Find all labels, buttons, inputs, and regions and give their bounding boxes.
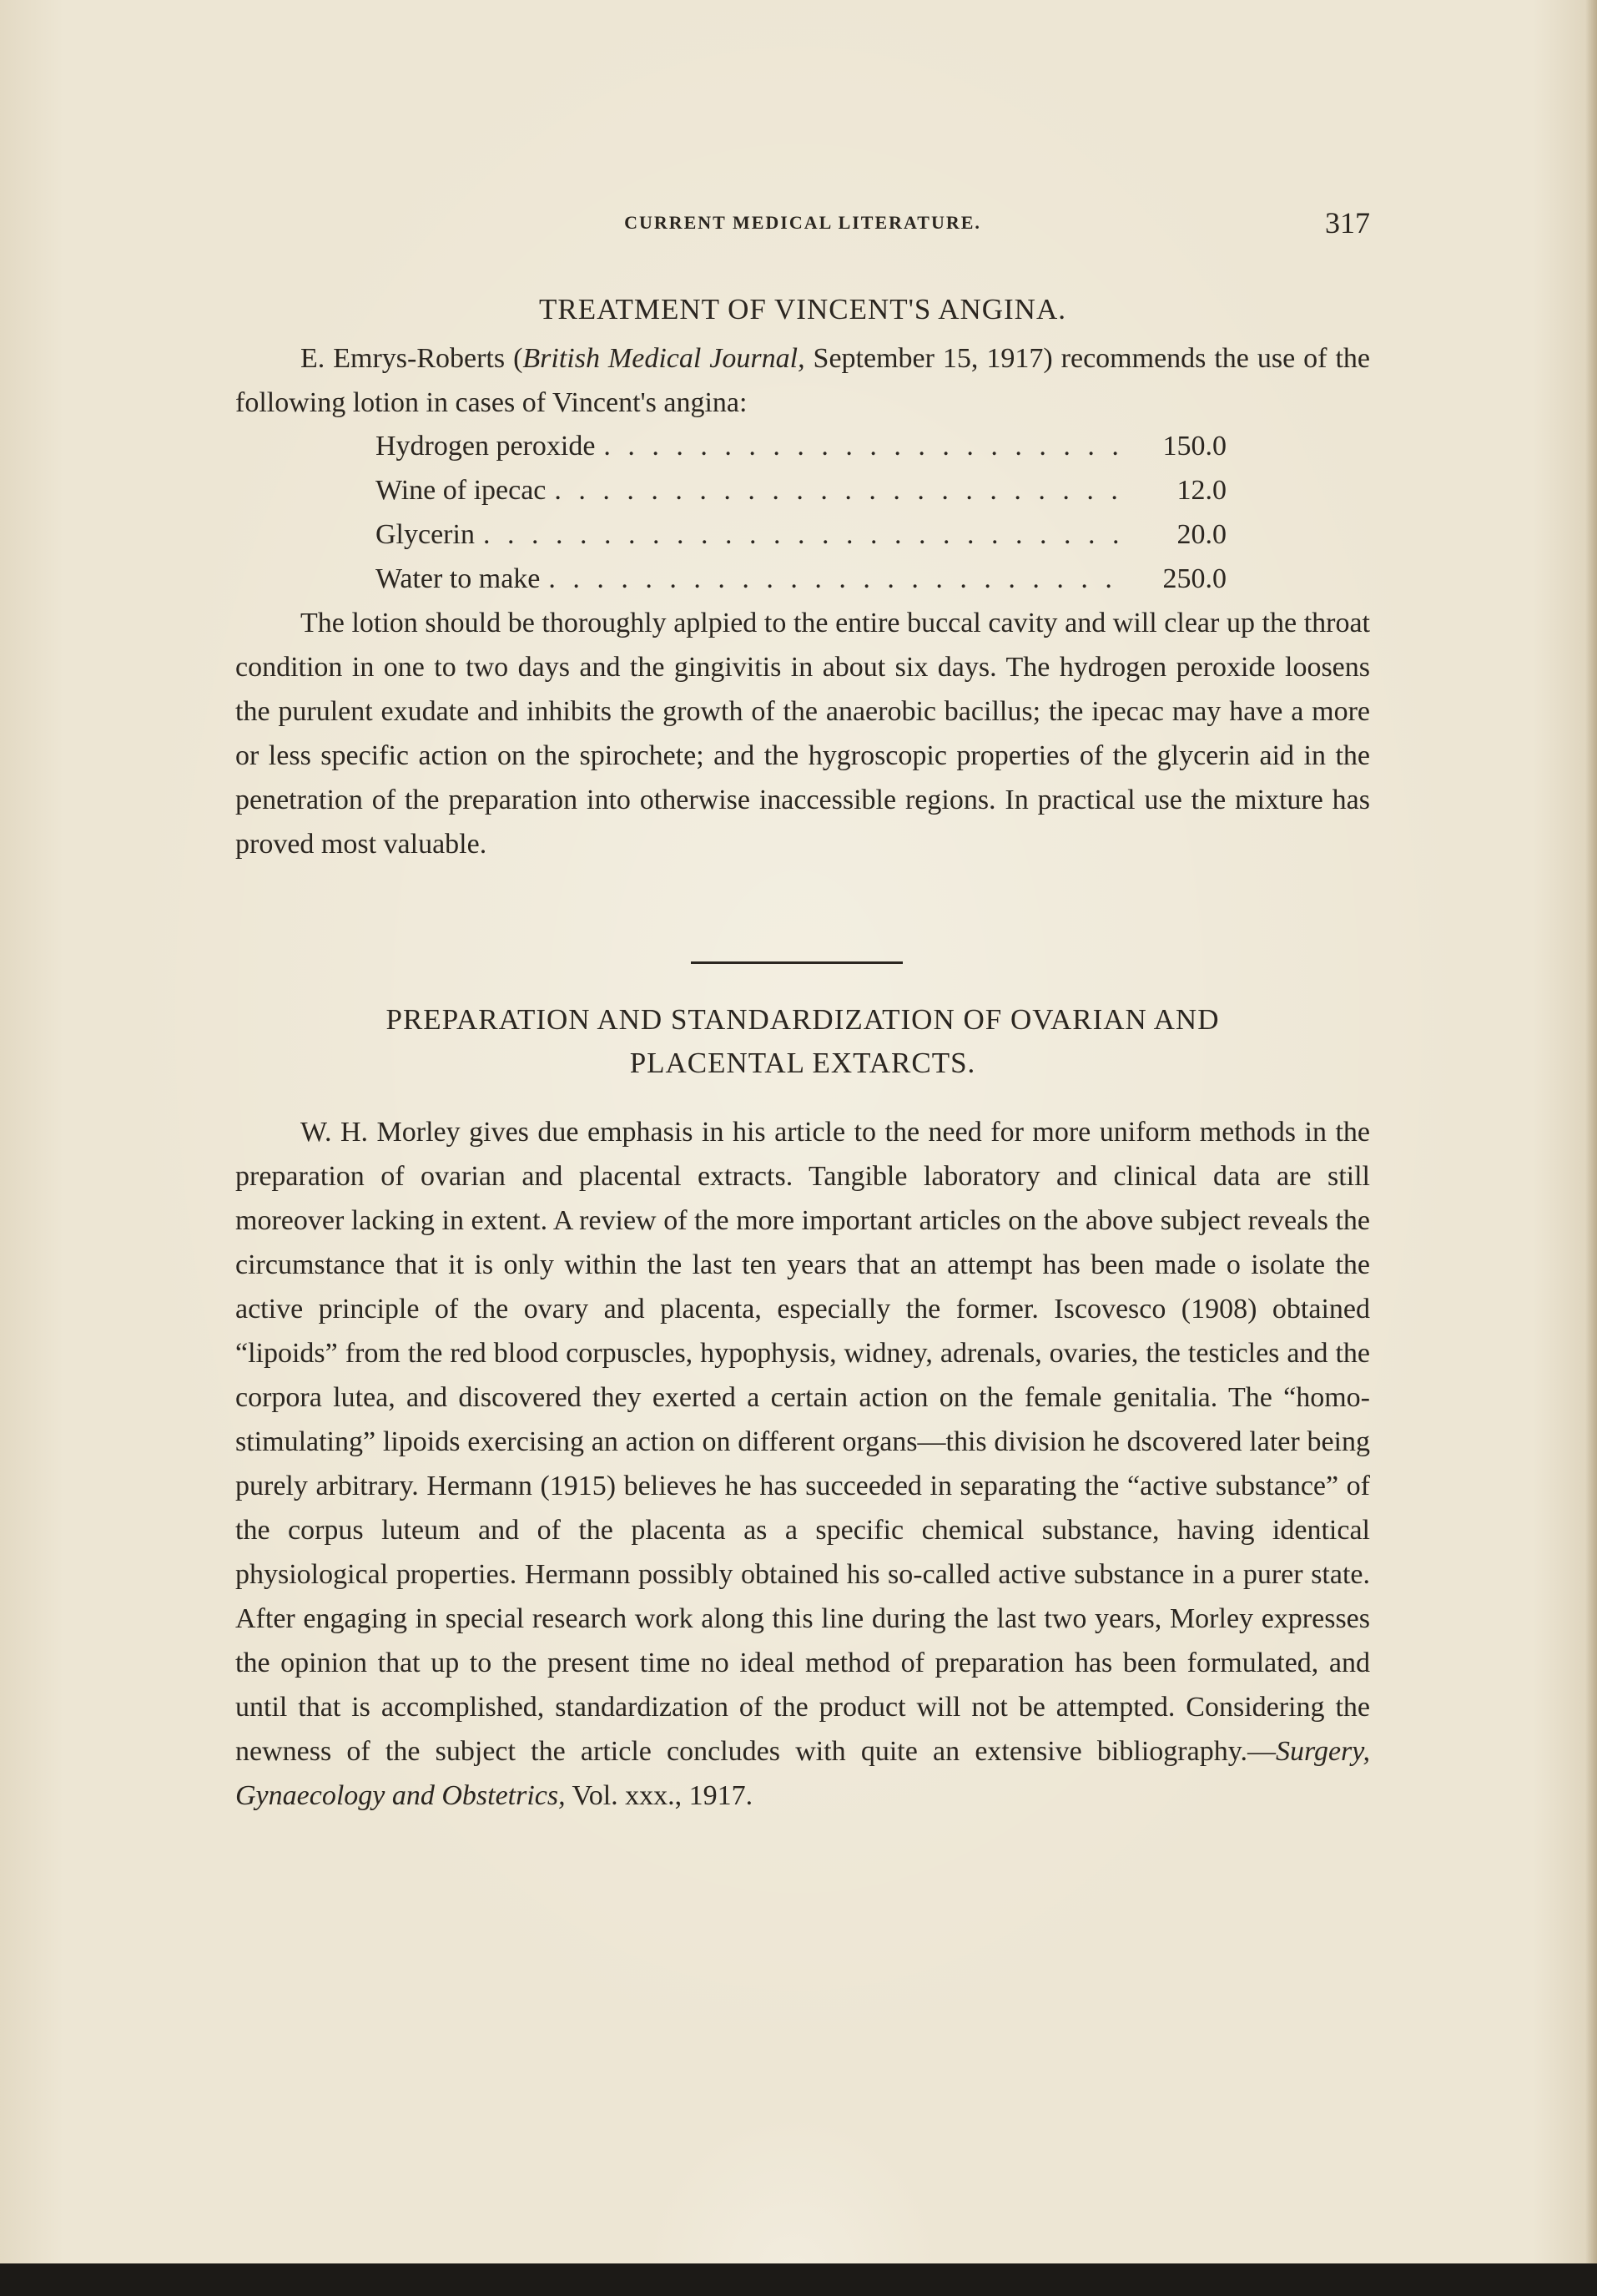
article-title-ovarian-extracts: [235, 998, 1370, 1085]
citation-rest: Vol. xxx., 1917.: [565, 1780, 753, 1811]
running-head: CURRENT MEDICAL LITERATURE.: [624, 212, 981, 233]
article-title-vincents-angina: TREATMENT OF VINCENT'S ANGINA.: [539, 293, 1066, 325]
recipe-quantity: 150.0: [1162, 431, 1227, 462]
title-line-1: PREPARATION AND STANDARDIZATION OF OVARIAN AND: [385, 1003, 1220, 1036]
page-number: 317: [1325, 206, 1370, 240]
leader-dots: [554, 468, 1126, 512]
article1-intro-paragraph: [235, 336, 1370, 425]
recipe-row: [375, 468, 1227, 512]
intro-journal: British Medical Journal,: [522, 343, 805, 374]
section-divider: [691, 961, 903, 964]
intro-rest: September 15, 1917) recommends the use of the following lotion in cases of Vincent's angina:: [235, 343, 1370, 418]
recipe-row: [375, 557, 1227, 601]
recipe-row: [375, 424, 1227, 468]
recipe-quantity: 20.0: [1176, 519, 1227, 550]
leader-dots: [603, 424, 1126, 468]
article2-body-paragraph: [235, 1110, 1370, 1818]
leader-dots: [548, 557, 1126, 601]
lotion-recipe-table: [375, 424, 1227, 601]
recipe-quantity: 250.0: [1162, 563, 1227, 594]
recipe-ingredient: Hydrogen peroxide: [375, 431, 596, 462]
article2-body-text: W. H. Morley gives due emphasis in his article to the need for more uniform methods in the preparation of ovarian and placental extracts. Tangible laboratory and clinical data are still moreover lacking in extent. A review of the more important articles on the above subject reveals the circumstance that it is only within the last ten years that an attempt has been made o isolate the active principle of the ovary and placenta, especially the former. Iscovesco (1908) obtained “lipoids” from the red blood corpuscles, hypophysis, widney, adrenals, ovaries, the testicles and the corpora lutea, and discovered they exerted a certain action on the female genitalia. The “homo-stimulating” lipoids exercising an action on different organs—this division he dscovered later being purely arbitrary. Hermann (1915) believes he has succeeded in separating the “active substance” of the corpus luteum and of the placenta as a specific chemical substance, having identical physiological properties. Hermann possibly obtained his so-called active substance in a purer state. After engaging in special research work along this line during the last two years, Morley expresses the opinion that up to the present time no ideal method of preparation has been formulated, and until that is accomplished, standardization of the product will not be attempted. Considering the newness of the subject the article concludes with quite an extensive bibliography.—: [235, 1117, 1370, 1767]
title-line-2: PLACENTAL EXTARCTS.: [629, 1047, 976, 1079]
recipe-ingredient: Water to make: [375, 563, 541, 594]
page-edge-shadow: [1585, 0, 1597, 2263]
recipe-ingredient: Wine of ipecac: [375, 475, 547, 506]
recipe-row: [375, 512, 1227, 557]
paper-smudge: [642, 2112, 943, 2263]
article1-body-paragraph: The lotion should be thoroughly aplpied to the entire buccal cavity and will clear up the throat condition in one to two days and the gingivitis in about six days. The hydrogen peroxide loosens the purulent exudate and inhibits the growth of the anaerobic bacillus; the ipecac may have a more or less specific action on the spirochete; and the hygroscopic properties of the glycerin aid in the penetration of the preparation into otherwise inaccessible regions. In practical use the mixture has proved most valuable.: [235, 608, 1370, 860]
leader-dots: [483, 512, 1126, 557]
recipe-ingredient: Glycerin: [375, 519, 475, 550]
citation-journal: Surgery, Gynaecology and Obstetrics,: [235, 1736, 1370, 1811]
recipe-quantity: 12.0: [1176, 475, 1227, 506]
page-header: [235, 206, 1370, 254]
intro-author: E. Emrys-Roberts (: [300, 343, 523, 374]
